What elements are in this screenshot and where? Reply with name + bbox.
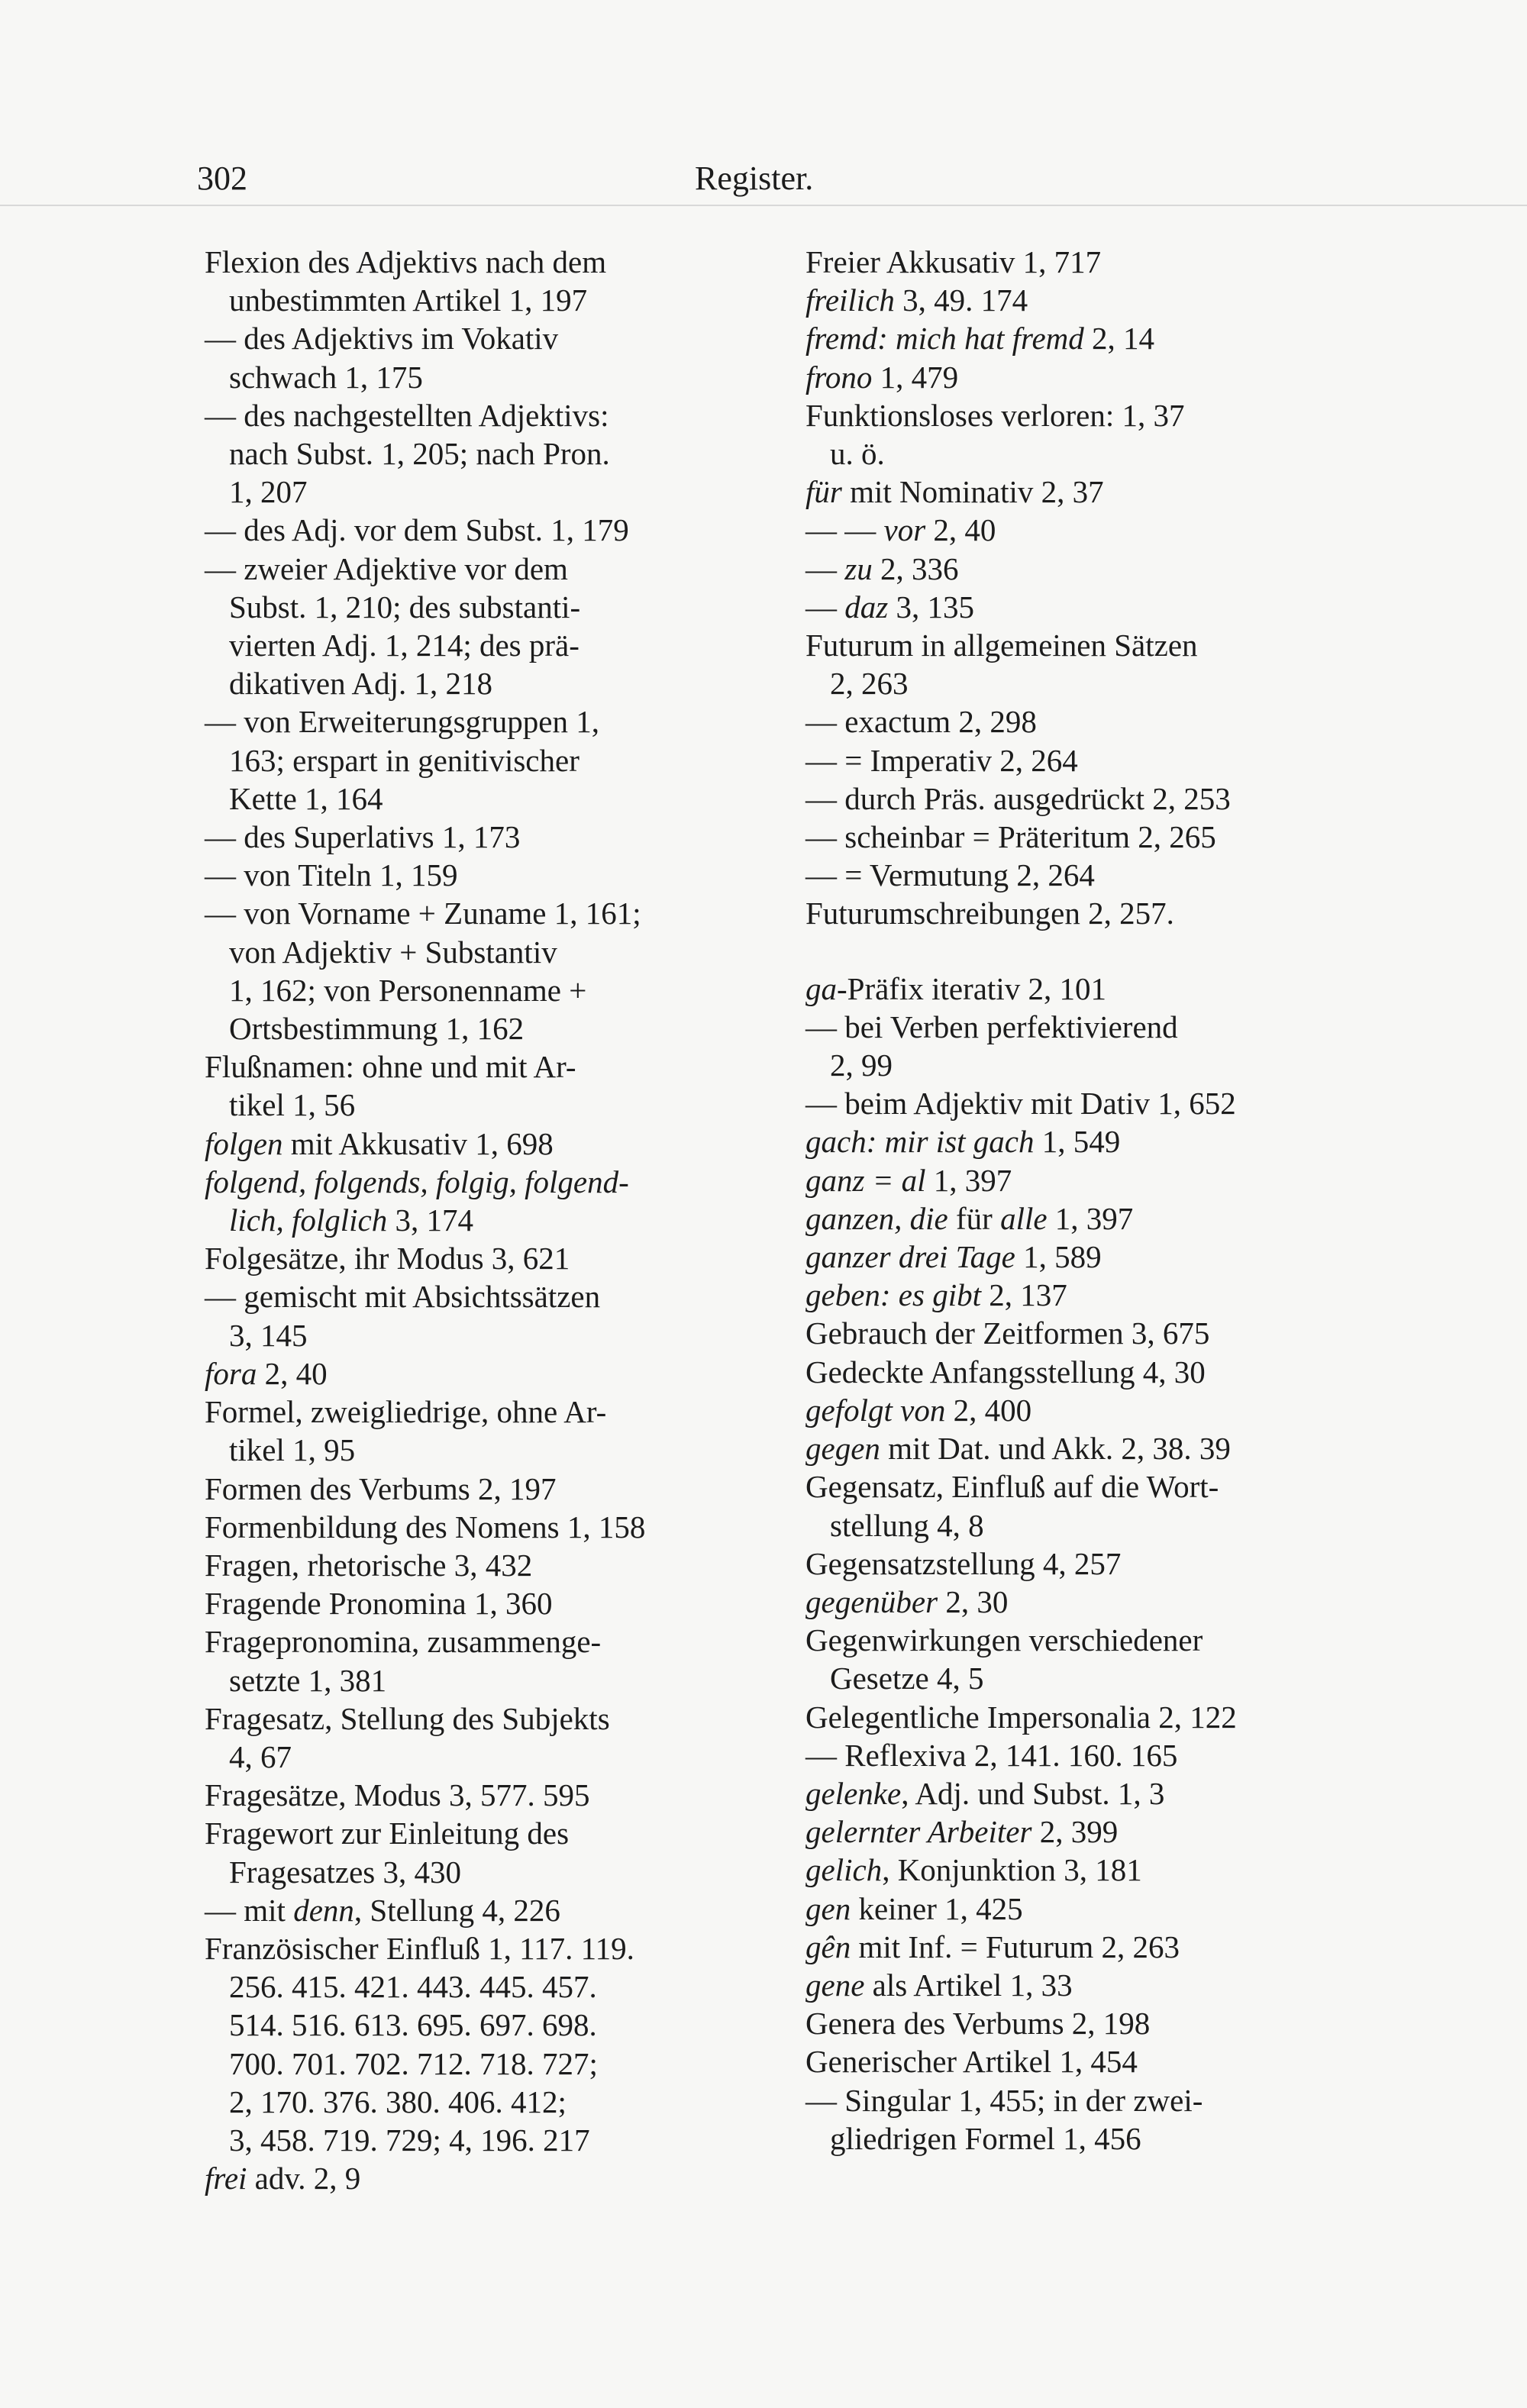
index-entry-line: gelernter Arbeiter 2, 399 — [805, 1814, 1119, 1850]
index-entry-line: Subst. 1, 210; des substanti- — [229, 589, 581, 625]
index-column-left — [205, 243, 762, 2197]
index-entry-line: Fragepronomina, zusammenge- — [205, 1624, 602, 1660]
index-entry — [805, 358, 1363, 396]
index-entry — [205, 1814, 762, 1890]
index-entry — [805, 894, 1363, 932]
index-entry — [205, 1354, 762, 1393]
index-entry-line: — des Superlativs 1, 173 — [205, 819, 521, 855]
index-entry — [805, 1698, 1363, 1736]
index-entry — [205, 894, 762, 1047]
index-entry — [805, 396, 1363, 473]
index-entry — [205, 1546, 762, 1584]
index-entry-line: — = Vermutung 2, 264 — [805, 857, 1095, 893]
index-entry-line: dikativen Adj. 1, 218 — [229, 666, 493, 702]
index-entry — [205, 1508, 762, 1546]
index-entry-line: stellung 4, 8 — [830, 1507, 984, 1543]
index-entry — [805, 243, 1363, 281]
index-entry-line: ga-Präfix iterativ 2, 101 — [805, 970, 1106, 1006]
index-entry-line: ganzen, die für alle 1, 397 — [805, 1200, 1134, 1236]
index-entry — [805, 626, 1363, 702]
index-entry-line: — zu 2, 336 — [805, 550, 959, 586]
index-entry-line: gên mit Inf. = Futurum 2, 263 — [805, 1929, 1180, 1964]
index-entry-line: 256. 415. 421. 443. 445. 457. — [229, 1969, 597, 2005]
index-entry-line: — Reflexiva 2, 141. 160. 165 — [805, 1737, 1178, 1773]
index-entry-line: 1, 207 — [229, 474, 308, 510]
index-entry-line: 700. 701. 702. 712. 718. 727; — [229, 2045, 598, 2081]
index-entry — [805, 702, 1363, 741]
index-entry — [805, 1391, 1363, 1429]
index-entry-line: — des nachgestellten Adjektivs: — [205, 397, 609, 433]
index-entry-line: Fragen, rhetorische 3, 432 — [205, 1547, 533, 1583]
index-entry-line: Formenbildung des Nomens 1, 158 — [205, 1509, 646, 1545]
index-entry-line: ganz = al 1, 397 — [805, 1162, 1012, 1198]
index-entry — [205, 1891, 762, 1929]
index-entry — [205, 319, 762, 395]
index-entry-line: frei adv. 2, 9 — [205, 2161, 361, 2197]
index-entry — [205, 1239, 762, 1277]
index-entry-line: freilich 3, 49. 174 — [805, 282, 1028, 318]
index-entry — [805, 818, 1363, 856]
index-entry-line: — von Vorname + Zuname 1, 161; — [205, 896, 641, 931]
index-entry-line: 3, 458. 719. 729; 4, 196. 217 — [229, 2122, 590, 2158]
index-entry-line: für mit Nominativ 2, 37 — [805, 474, 1104, 510]
index-entry-line: — mit denn, Stellung 4, 226 — [205, 1892, 560, 1928]
index-entry — [805, 1966, 1363, 2004]
index-entry-line: tikel 1, 95 — [229, 1432, 356, 1468]
index-entry-line: — bei Verben perfektivierend — [805, 1009, 1178, 1044]
index-entry — [205, 2159, 762, 2197]
index-entry — [205, 1776, 762, 1814]
index-entry-line: — des Adj. vor dem Subst. 1, 179 — [205, 512, 629, 548]
index-entry-line: Kette 1, 164 — [229, 780, 383, 816]
index-entry — [805, 281, 1363, 319]
index-entry-line: Gedeckte Anfangsstellung 4, 30 — [805, 1354, 1206, 1390]
index-entry — [805, 1008, 1363, 1084]
index-entry-line: fora 2, 40 — [205, 1355, 328, 1391]
index-entry — [205, 1047, 762, 1124]
index-entry-line: unbestimmten Artikel 1, 197 — [229, 282, 588, 318]
index-entry-line: Genera des Verbums 2, 198 — [805, 2006, 1151, 2042]
index-entry — [205, 1699, 762, 1776]
index-entry-line: 2, 263 — [830, 666, 909, 702]
index-entry-line: lich, folglich 3, 174 — [229, 1202, 473, 1238]
index-entry-line: Gelegentliche Impersonalia 2, 122 — [805, 1699, 1237, 1735]
index-entry — [205, 1584, 762, 1622]
index-entry-line: 1, 162; von Personenname + — [229, 972, 587, 1008]
index-entry — [205, 702, 762, 818]
index-entry — [805, 511, 1363, 549]
index-entry — [805, 1736, 1363, 1774]
index-entry-line: setzte 1, 381 — [229, 1662, 387, 1698]
index-entry-line: gelich, Konjunktion 3, 181 — [805, 1852, 1142, 1888]
index-entry — [805, 1621, 1363, 1697]
index-entry-line: Fragesatz, Stellung des Subjekts — [205, 1700, 610, 1736]
index-entry — [205, 1622, 762, 1699]
index-entry-line: frono 1, 479 — [805, 359, 959, 395]
index-entry-line: Generischer Artikel 1, 454 — [805, 2044, 1138, 2080]
index-entry — [205, 1470, 762, 1508]
index-entry-line: Fragewort zur Einleitung des — [205, 1816, 570, 1851]
index-entry-line: Gegensatz, Einfluß auf die Wort- — [805, 1469, 1219, 1505]
page-header — [197, 159, 854, 208]
page-title: Register. — [695, 160, 814, 197]
index-entry — [805, 1429, 1363, 1467]
index-entry — [805, 1161, 1363, 1199]
index-entry-line: 2, 170. 376. 380. 406. 412; — [229, 2084, 567, 2119]
index-entry-line: — gemischt mit Absichtssätzen — [205, 1279, 601, 1315]
index-entry-line: — von Titeln 1, 159 — [205, 857, 458, 893]
index-entry-line: Freier Akkusativ 1, 717 — [805, 244, 1102, 279]
index-entry — [805, 970, 1363, 1008]
index-entry-line: nach Subst. 1, 205; nach Pron. — [229, 436, 610, 472]
index-entry — [805, 1276, 1363, 1314]
index-entry-line: — = Imperativ 2, 264 — [805, 742, 1078, 778]
index-entry-line: — zweier Adjektive vor dem — [205, 550, 568, 586]
index-entry-line: 163; erspart in genitivischer — [229, 742, 579, 778]
index-entry — [805, 1928, 1363, 1966]
index-entry-line: gefolgt von 2, 400 — [805, 1392, 1032, 1428]
index-entry-line: Formel, zweigliedrige, ohne Ar- — [205, 1394, 607, 1430]
index-entry-line: ganzer drei Tage 1, 589 — [805, 1239, 1102, 1275]
index-entry — [205, 511, 762, 549]
index-entry — [205, 818, 762, 856]
index-entry-line: u. ö. — [830, 436, 885, 472]
index-entry-line: folgend, folgends, folgig, folgend- — [205, 1164, 629, 1199]
index-entry — [205, 550, 762, 703]
index-entry-line: folgen mit Akkusativ 1, 698 — [205, 1125, 554, 1161]
index-entry-line: schwach 1, 175 — [229, 359, 423, 395]
index-entry-line: gegenüber 2, 30 — [805, 1583, 1009, 1619]
index-entry — [805, 780, 1363, 818]
index-entry-line: gliedrigen Formel 1, 456 — [830, 2120, 1141, 2156]
index-entry — [805, 1812, 1363, 1851]
index-entry-line: Ortsbestimmung 1, 162 — [229, 1011, 525, 1047]
index-entry — [805, 1122, 1363, 1160]
index-entry-line: Futurumschreibungen 2, 257. — [805, 896, 1174, 931]
index-entry — [805, 1199, 1363, 1238]
index-entry-line: — scheinbar = Präteritum 2, 265 — [805, 819, 1216, 855]
index-entry — [205, 1929, 762, 2159]
index-entry — [205, 1163, 762, 1239]
index-entry-line: Gegenwirkungen verschiedener — [805, 1622, 1203, 1658]
index-entry — [205, 1125, 762, 1163]
index-entry — [205, 1393, 762, 1469]
index-entry — [805, 2081, 1363, 2158]
index-entry — [805, 1583, 1363, 1621]
index-entry-line: — beim Adjektiv mit Dativ 1, 652 — [805, 1086, 1236, 1122]
index-entry-line: Flußnamen: ohne und mit Ar- — [205, 1049, 576, 1085]
index-entry — [805, 588, 1363, 626]
index-entry — [805, 1545, 1363, 1583]
index-entry — [805, 1851, 1363, 1889]
index-entry-line: 2, 99 — [830, 1047, 893, 1083]
index-entry — [805, 1774, 1363, 1812]
index-entry — [805, 856, 1363, 894]
index-entry-line: gach: mir ist gach 1, 549 — [805, 1124, 1121, 1160]
index-entry-line: Gebrauch der Zeitformen 3, 675 — [805, 1315, 1210, 1351]
index-entry-line: — des Adjektivs im Vokativ — [205, 321, 559, 357]
index-entry-line: Fragesätze, Modus 3, 577. 595 — [205, 1777, 590, 1813]
index-entry-line: — daz 3, 135 — [805, 589, 974, 625]
index-entry-line: gegen mit Dat. und Akk. 2, 38. 39 — [805, 1431, 1231, 1467]
index-entry-line: — exactum 2, 298 — [805, 704, 1037, 740]
index-entry — [805, 741, 1363, 780]
index-entry-line: Flexion des Adjektivs nach dem — [205, 244, 607, 279]
index-entry-line: Französischer Einfluß 1, 117. 119. — [205, 1930, 634, 1966]
index-entry-line: Fragende Pronomina 1, 360 — [205, 1586, 553, 1622]
index-entry-line: fremd: mich hat fremd 2, 14 — [805, 321, 1155, 357]
index-entry-line: Folgesätze, ihr Modus 3, 621 — [205, 1241, 570, 1277]
index-entry-line: — durch Präs. ausgedrückt 2, 253 — [805, 780, 1231, 816]
index-entry-line: — Singular 1, 455; in der zwei- — [805, 2082, 1203, 2118]
index-entry-line: gelenke, Adj. und Subst. 1, 3 — [805, 1775, 1165, 1811]
index-entry — [805, 1314, 1363, 1352]
index-entry-line: Fragesatzes 3, 430 — [229, 1854, 461, 1890]
index-entry — [205, 1277, 762, 1354]
index-entry — [805, 1238, 1363, 1276]
index-entry-line: — von Erweiterungsgruppen 1, — [205, 704, 599, 740]
index-entry — [205, 243, 762, 319]
index-entry-line: geben: es gibt 2, 137 — [805, 1277, 1067, 1313]
page-number: 302 — [197, 160, 247, 197]
index-entry-line: gen keiner 1, 425 — [805, 1890, 1023, 1926]
index-entry-line: Futurum in allgemeinen Sätzen — [805, 628, 1198, 663]
index-entry-line: von Adjektiv + Substantiv — [229, 934, 557, 970]
index-entry — [805, 2042, 1363, 2080]
index-entry — [805, 550, 1363, 588]
index-entry-line: gene als Artikel 1, 33 — [805, 1967, 1073, 2003]
index-entry — [805, 1890, 1363, 1928]
index-entry-line: 4, 67 — [229, 1738, 292, 1774]
index-entry — [205, 396, 762, 512]
index-entry — [805, 1084, 1363, 1122]
index-entry — [805, 473, 1363, 511]
index-entry — [205, 856, 762, 894]
index-entry — [805, 2004, 1363, 2042]
index-entry-line: tikel 1, 56 — [229, 1087, 356, 1123]
index-entry — [805, 1467, 1363, 1544]
index-entry-line: Gesetze 4, 5 — [830, 1661, 984, 1696]
index-entry — [805, 1353, 1363, 1391]
header-rule — [0, 205, 1527, 206]
index-entry-line: Gegensatzstellung 4, 257 — [805, 1545, 1122, 1581]
index-entry — [805, 319, 1363, 357]
index-entry-line: Formen des Verbums 2, 197 — [205, 1470, 557, 1506]
index-entry-line: Funktionsloses verloren: 1, 37 — [805, 397, 1185, 433]
index-entry-line: 514. 516. 613. 695. 697. 698. — [229, 2007, 597, 2043]
index-entry-line: — — vor 2, 40 — [805, 512, 996, 548]
index-entry-line: vierten Adj. 1, 214; des prä- — [229, 628, 579, 663]
index-column-right — [805, 243, 1363, 2158]
index-entry-line: 3, 145 — [229, 1317, 308, 1353]
